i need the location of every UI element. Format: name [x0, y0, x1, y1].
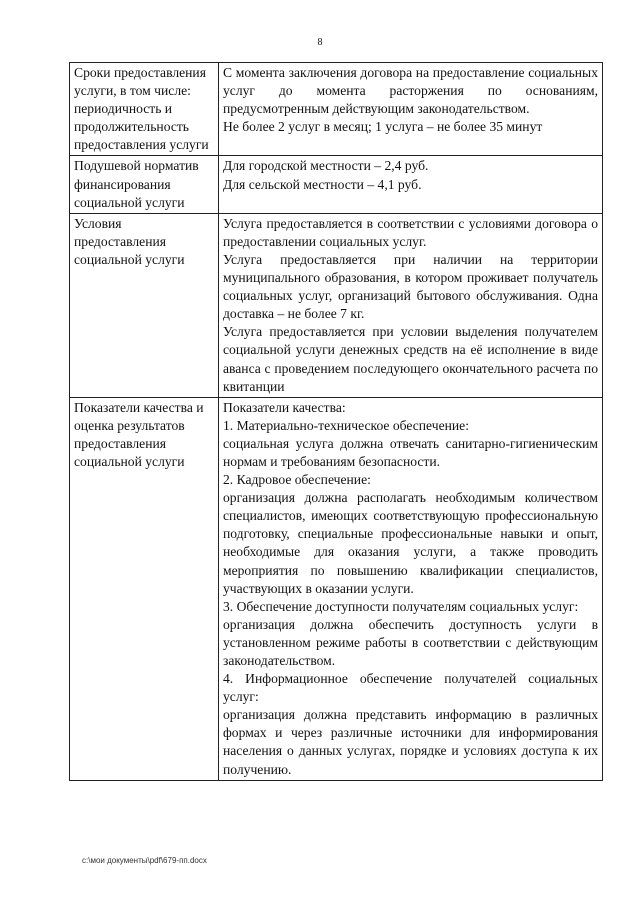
services-table	[69, 62, 603, 781]
paragraph: социальная услуга должна отвечать санитарно-гигиеническим нормам и требованиям безопасности.	[223, 435, 598, 469]
table-row	[70, 63, 603, 156]
paragraph: организация должна обеспечить доступность услуги в установленном режиме работы в соответствии с действующим законодательством.	[223, 616, 598, 668]
paragraph: Услуга предоставляется при условии выделения получателем социальной услуги денежных средств на её исполнение в виде аванса с проведением последующего окончательного расчета по квитанции	[223, 324, 598, 394]
paragraph: организация должна представить информацию в различных формах и через различные источники для информирования населения о данных услугах, порядке и условиях доступа к их получению.	[223, 707, 598, 777]
paragraph: организация должна располагать необходимым количеством специалистов, имеющих соответствующую профессиональную подготовку, специальные профессиональные навыки и опыт, необходимые для оказания услуги, а также проводить мероприятия по повышению квалификации специалистов, участвующих в оказании услуги.	[223, 490, 598, 596]
row-content	[219, 156, 603, 213]
table-row	[70, 397, 603, 780]
paragraph: 1. Материально-техническое обеспечение:	[223, 417, 469, 433]
paragraph: Услуга предоставляется в соответствии с условиями договора о предоставлении социальных услуг.	[223, 215, 598, 249]
row-content	[219, 397, 603, 780]
paragraph: Для городской местности – 2,4 руб.	[223, 158, 429, 174]
paragraph: С момента заключения договора на предоставление социальных услуг до момента расторжения по основаниям, предусмотренным действующим законодательством.	[223, 65, 598, 117]
page-number: 8	[317, 37, 323, 48]
table-row	[70, 213, 603, 397]
row-label: Сроки предоставления услуги, в том числе: периодичность и продолжительность предоставления услуги	[70, 63, 219, 156]
paragraph: Услуга предоставляется при наличии на территории муниципального образования, в котором проживает получатель социальных услуг, организаций бытового обслуживания. Одна доставка – не более 7 кг.	[223, 251, 598, 322]
file-path-footer: c:\мои документы\pdf\679-пп.docx	[82, 856, 207, 865]
paragraph: 4. Информационное обеспечение получателей социальных услуг:	[223, 671, 598, 705]
paragraph: Не более 2 услуг в месяц; 1 услуга – не более 35 минут	[223, 119, 543, 135]
paragraph: Для сельской местности – 4,1 руб.	[223, 176, 422, 192]
row-content	[219, 63, 603, 156]
table-row	[70, 156, 603, 213]
paragraph: 2. Кадровое обеспечение:	[223, 472, 371, 488]
row-label: Показатели качества и оценка результатов предоставления социальной услуги	[70, 397, 219, 780]
paragraph: Показатели качества:	[223, 399, 346, 415]
row-content	[219, 213, 603, 397]
row-label: Подушевой норматив финансирования социальной услуги	[70, 156, 219, 213]
paragraph: 3. Обеспечение доступности получателям социальных услуг:	[223, 598, 579, 614]
row-label: Условия предоставления социальной услуги	[70, 213, 219, 397]
